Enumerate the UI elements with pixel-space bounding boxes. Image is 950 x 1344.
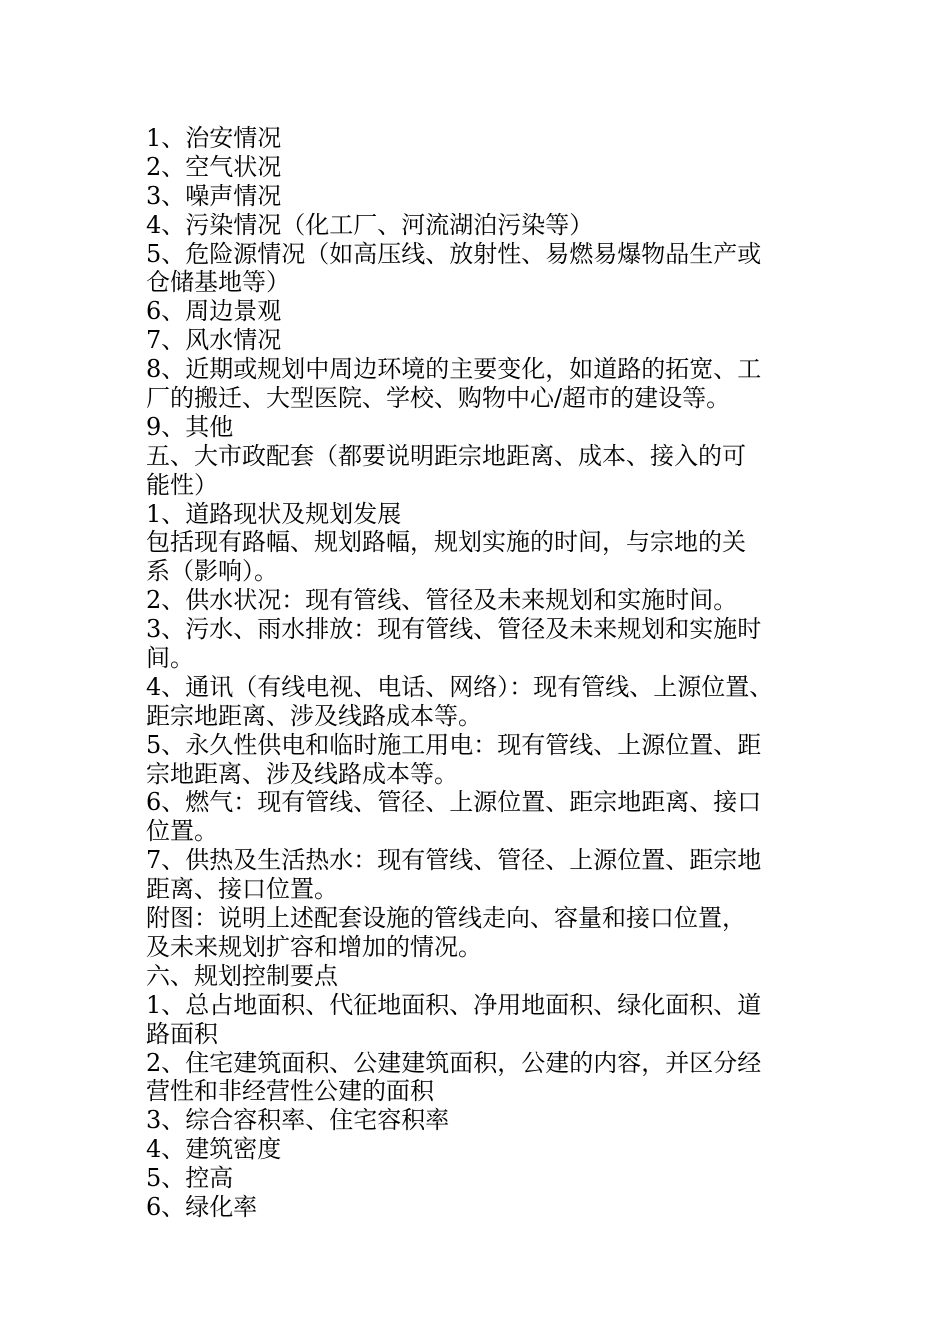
text-line: 2、空气状况 [146, 152, 282, 181]
text-line: 6、燃气：现有管线、管径、上源位置、距宗地距离、接口 [146, 788, 762, 817]
section-heading: 五、大市政配套（都要说明距宗地距离、成本、接入的可 [146, 441, 746, 470]
text-line: 5、危险源情况（如高压线、放射性、易燃易爆物品生产或 [146, 239, 762, 268]
text-line: 2、住宅建筑面积、公建建筑面积，公建的内容，并区分经 [146, 1048, 762, 1077]
text-line: 包括现有路幅、规划路幅，规划实施的时间，与宗地的关 [146, 528, 746, 557]
text-line: 系（影响）。 [146, 557, 278, 586]
text-line: 4、建筑密度 [146, 1135, 282, 1164]
document-body [146, 124, 810, 1222]
text-line: 9、其他 [146, 412, 234, 441]
text-line: 3、综合容积率、住宅容积率 [146, 1106, 450, 1135]
text-line: 厂的搬迁、大型医院、学校、购物中心/超市的建设等。 [146, 384, 731, 413]
text-line: 6、绿化率 [146, 1192, 258, 1221]
text-line: 能性） [146, 470, 218, 499]
text-line: 位置。 [146, 817, 218, 846]
text-line: 1、治安情况 [146, 124, 282, 152]
text-line: 营性和非经营性公建的面积 [146, 1077, 434, 1106]
text-line: 6、周边景观 [146, 297, 282, 326]
text-line: 3、噪声情况 [146, 181, 282, 210]
text-line: 2、供水状况：现有管线、管径及未来规划和实施时间。 [146, 586, 738, 615]
text-line: 及未来规划扩容和增加的情况。 [146, 932, 482, 961]
text-line: 5、永久性供电和临时施工用电：现有管线、上源位置、距 [146, 730, 762, 759]
text-line: 间。 [146, 644, 194, 673]
text-line: 4、污染情况（化工厂、河流湖泊污染等） [146, 210, 594, 239]
text-line: 距宗地距离、涉及线路成本等。 [146, 701, 482, 730]
text-line: 距离、接口位置。 [146, 875, 338, 904]
text-line: 7、供热及生活热水：现有管线、管径、上源位置、距宗地 [146, 846, 762, 875]
text-line: 5、控高 [146, 1164, 234, 1193]
text-line: 3、污水、雨水排放：现有管线、管径及未来规划和实施时 [146, 615, 762, 644]
text-line: 7、风水情况 [146, 326, 282, 355]
text-line: 8、近期或规划中周边环境的主要变化，如道路的拓宽、工 [146, 355, 762, 384]
text-line: 附图：说明上述配套设施的管线走向、容量和接口位置， [146, 904, 746, 933]
text-line: 仓储基地等） [146, 268, 290, 297]
section-heading: 六、规划控制要点 [146, 961, 338, 990]
text-line: 宗地距离、涉及线路成本等。 [146, 759, 458, 788]
text-line: 路面积 [146, 1019, 218, 1048]
text-line: 1、总占地面积、代征地面积、净用地面积、绿化面积、道 [146, 990, 762, 1019]
text-line: 1、道路现状及规划发展 [146, 499, 402, 528]
text-line: 4、通讯（有线电视、电话、网络）：现有管线、上源位置、 [146, 672, 774, 701]
